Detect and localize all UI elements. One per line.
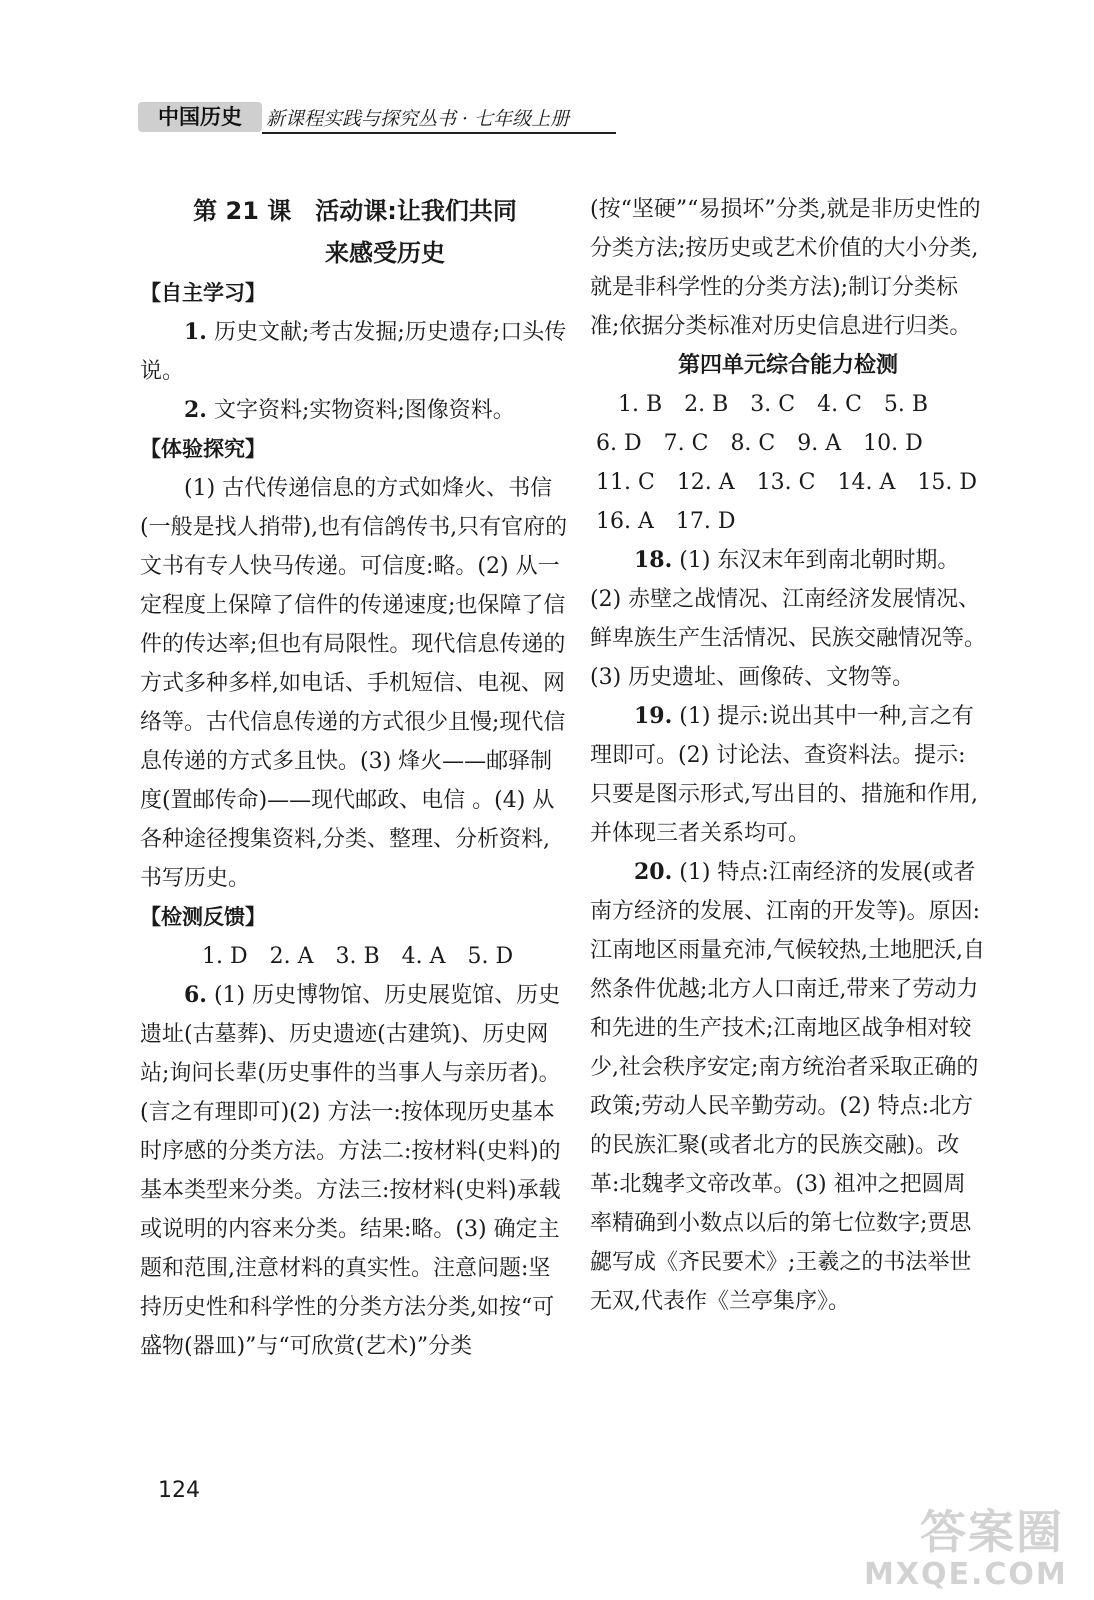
section-feedback: 【检测反馈】 [140, 905, 266, 929]
answer-6 [140, 976, 570, 1366]
subject-badge: 中国历史 [138, 102, 262, 132]
answer-19-number: 19. [634, 703, 673, 729]
continued-answer: (按“坚硬”“易损坏”分类,就是非历史性的分类方法;按历史或艺术价值的大小分类,就是非科学性的分类方法);制订分类标准;依据分类标准对历史信息进行归类。 [590, 197, 981, 339]
exploration-answer: (1) 古代传递信息的方式如烽火、书信(一般是找人捎带),也有信鸽传书,只有官府的文书有专人快马传递。可信度:略。(2) 从一定程度上保障了信件的传递速度;也保障了信件的传达率;但也有局限性。现代信息传递的方式多种多样,如电话、手机短信、电视、网络等。古代信息传递的方式很少且慢;现代信息传递的方式多且快。(3) 烽火——邮驿制度(置邮传命)——现代邮政、电信 。(4) 从各种途径搜集资料,分类、整理、分析资料,书写历史。 [140, 476, 568, 891]
answer-18 [590, 541, 986, 697]
watermark [864, 1496, 1068, 1592]
left-column [140, 190, 570, 1366]
answer-18-text: (1) 东汉末年到南北朝时期。(2) 赤壁之战情况、江南经济发展情况、鲜卑族生产生活情况、民族交融情况等。(3) 历史遗址、画像砖、文物等。 [590, 548, 987, 690]
lesson-title-line2: 来感受历史 [325, 239, 445, 267]
feedback-mc-answers: 1. D 2. A 3. B 4. A 5. D [202, 944, 514, 969]
unit-test-title: 第四单元综合能力检测 [677, 353, 898, 378]
answer-2-text: 文字资料;实物资料;图像资料。 [206, 398, 515, 423]
right-column [590, 190, 986, 1321]
answer-19-text: (1) 提示:说出其中一种,言之有理即可。(2) 讨论法、查资料法。提示:只要是图示形式,写出目的、措施和作用,并体现三者关系均可。 [590, 704, 978, 846]
section-self-study: 【自主学习】 [140, 281, 266, 305]
answer-20-number: 20. [634, 859, 673, 885]
page-number: 124 [158, 1478, 200, 1503]
answer-2-number: 2. [184, 397, 207, 423]
running-header [138, 102, 616, 136]
answer-1-text: 历史文献;考古发掘;历史遗存;口头传说。 [140, 320, 567, 384]
watermark-url: MXQE.COM [864, 1557, 1068, 1592]
unit-mc-row-2: 6. D 7. C 8. C 9. A 10. D [596, 431, 923, 456]
answer-2 [140, 391, 570, 430]
unit-mc-row-4: 16. A 17. D [596, 509, 736, 534]
answer-20 [590, 853, 986, 1321]
series-title: 新课程实践与探究丛书 · 七年级上册 [266, 108, 570, 130]
unit-mc-row-1: 1. B 2. B 3. C 4. C 5. B [618, 392, 929, 417]
answer-1 [140, 313, 570, 391]
answer-1-number: 1. [184, 319, 207, 345]
answer-19 [590, 697, 986, 853]
lesson-title-line1: 第 21 课 活动课:让我们共同 [193, 197, 517, 225]
answer-6-number: 6. [184, 982, 207, 1008]
watermark-logo: 答案圈 [920, 1505, 1064, 1559]
header-rule [262, 132, 616, 134]
answer-18-number: 18. [634, 547, 673, 573]
answer-6-text: (1) 历史博物馆、历史展览馆、历史遗址(古墓葬)、历史遗迹(古建筑)、历史网站;询问长辈(历史事件的当事人与亲历者)。(言之有理即可)(2) 方法一:按体现历史基本时序感的分类方法。方法二:按材料(史料)的基本类型来分类。方法三:按材料(史料)承载或说明的内容来分类。结果:略。(3) 确定主题和范围,注意材料的真实性。注意问题:坚持历史性和科学性的分类方法分类,如按“可盛物(器皿)”与“可欣赏(艺术)”分类 [140, 983, 561, 1359]
unit-mc-row-3: 11. C 12. A 13. C 14. A 15. D [596, 470, 977, 495]
answer-20-text: (1) 特点:江南经济的发展(或者南方经济的发展、江南的开发等)。原因:江南地区雨量充沛,气候较热,土地肥沃,自然条件优越;北方人口南迁,带来了劳动力和先进的生产技术;江南地区战争相对较少,社会秩序安定;南方统治者采取正确的政策;劳动人民辛勤劳动。(2) 特点:北方的民族汇聚(或者北方的民族交融)。改革:北魏孝文帝改革。(3) 祖冲之把圆周率精确到小数点以后的第七位数字;贾思勰写成《齐民要术》;王羲之的书法举世无双,代表作《兰亭集序》。 [590, 860, 985, 1314]
section-exploration: 【体验探究】 [140, 437, 266, 461]
